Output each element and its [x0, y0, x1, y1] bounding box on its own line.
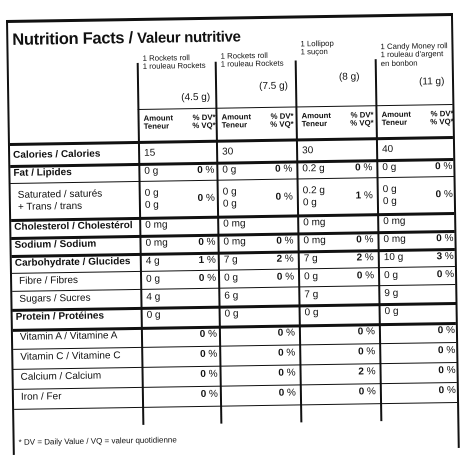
serving-size: 1 Lollipop 1 suçon — [300, 38, 334, 57]
row-percent: 0 % — [355, 162, 373, 174]
row-value: 0 g — [146, 273, 161, 285]
row-value-secondary: 0 g — [382, 195, 397, 208]
row-value: 0 mg — [223, 236, 246, 248]
percent-number: 0 — [278, 387, 285, 399]
nutrition-facts-label — [6, 13, 460, 455]
row-value: 0 mg — [303, 217, 326, 229]
row-value: 0 g — [144, 165, 159, 177]
row-value: 4 g — [145, 255, 160, 267]
row-value: 0 g — [146, 309, 161, 321]
row-percent: 0 % — [438, 364, 456, 377]
row-value: 15 — [144, 147, 156, 159]
amount-header: Amount Teneur — [381, 109, 412, 128]
percent-number: 0 — [355, 162, 361, 174]
row-value: 0 g — [303, 271, 319, 283]
row-value: 9 g — [384, 287, 399, 300]
footnote: * DV = Daily Value / VQ = valeur quotidienne — [18, 435, 177, 447]
row-value: 10 g — [383, 251, 404, 264]
row-value: 0 g — [384, 305, 399, 318]
row-percent: 0 % — [436, 232, 454, 245]
row-percent: 0 % — [437, 344, 456, 357]
row-percent: 0 % — [200, 368, 218, 380]
percent-number: 0 — [438, 365, 444, 377]
percent-number: 0 — [200, 388, 207, 400]
dv-header: % DV* % VQ* — [430, 108, 454, 127]
row-percent: 0 % — [275, 191, 293, 203]
percent-number: 0 — [436, 233, 442, 245]
row-value-secondary: 0 g — [302, 197, 317, 209]
row-value: 30 — [222, 146, 234, 158]
row-percent: 0 % — [358, 386, 376, 398]
row-percent: 0 % — [197, 164, 215, 177]
percent-number: 0 — [358, 386, 365, 398]
percent-number: 0 — [198, 236, 204, 249]
row-percent: 0 % — [357, 326, 376, 338]
percent-number: 1 — [198, 254, 205, 267]
row-rule — [14, 402, 457, 410]
serving-size: 1 Rockets roll 1 rouleau Rockets — [220, 50, 284, 70]
row-value: 0 g — [144, 187, 159, 199]
percent-number: 0 — [276, 271, 283, 283]
percent-number: 0 — [437, 325, 444, 337]
row-label: Vitamin A / Vitamine A — [19, 330, 118, 343]
percent-number: 0 — [275, 191, 282, 203]
row-value: 0 g — [382, 183, 397, 196]
percent-number: 0 — [357, 346, 364, 358]
row-value: 7 g — [304, 289, 319, 301]
row-rule — [13, 362, 456, 370]
row-label: Sugars / Sucres — [19, 292, 91, 305]
row-value-secondary: 0 g — [144, 199, 159, 211]
row-value: 0 g — [383, 269, 399, 282]
percent-number: 2 — [358, 366, 364, 378]
amount-header: Amount Teneur — [221, 112, 252, 130]
row-percent: 0 % — [438, 384, 456, 397]
row-value: 0 mg — [383, 233, 406, 246]
row-percent: 0 % — [278, 387, 296, 399]
row-value: 0 mg — [383, 215, 406, 228]
percent-number: 2 — [356, 252, 363, 264]
percent-number: 0 — [197, 164, 203, 177]
percent-number: 2 — [276, 253, 283, 265]
row-percent: 0 % — [277, 347, 296, 359]
percent-number: 0 — [197, 192, 204, 205]
row-percent: 0 % — [357, 346, 376, 358]
row-value: 7 g — [303, 253, 318, 265]
row-percent: 0 % — [276, 271, 295, 283]
row-label: Sodium / Sodium — [14, 238, 97, 251]
row-value: 0 g — [223, 272, 239, 284]
serving-grams: (7.5 g) — [258, 80, 289, 93]
row-label: Protein / Protéines — [15, 310, 105, 323]
row-percent: 0 % — [200, 388, 218, 400]
percent-number: 0 — [277, 347, 284, 359]
row-value: 0 g — [382, 161, 397, 174]
row-percent: 0 % — [197, 192, 215, 205]
row-percent: 0 % — [275, 163, 293, 175]
percent-number: 0 — [356, 270, 363, 282]
row-value: 0 mg — [223, 218, 246, 230]
row-value: 0.2 g — [302, 163, 325, 175]
percent-number: 0 — [200, 368, 207, 380]
percent-number: 0 — [277, 327, 284, 339]
percent-number: 0 — [437, 345, 444, 357]
row-percent: 0 % — [356, 270, 375, 282]
row-rule — [13, 342, 456, 350]
row-value-secondary: 0 g — [222, 198, 237, 210]
dv-header: % DV* % VQ* — [192, 112, 216, 131]
title-fr: Valeur nutritive — [136, 28, 241, 47]
row-percent: 0 % — [199, 348, 218, 360]
row-percent: 0 % — [356, 234, 374, 246]
row-value: 30 — [302, 145, 314, 157]
serving-size: 1 Candy Money roll 1 rouleau d'argent en bonbon — [380, 41, 448, 68]
percent-number: 0 — [275, 163, 281, 175]
row-percent: 3 % — [436, 250, 454, 263]
row-percent: 0 % — [435, 161, 453, 173]
row-value: 6 g — [224, 290, 239, 302]
dv-header: % DV* % VQ* — [270, 111, 294, 130]
amount-header: Amount Teneur — [143, 113, 174, 132]
row-label: Iron / Fer — [20, 391, 62, 403]
row-label: Vitamin C / Vitamine C — [20, 350, 121, 363]
row-percent: 0 % — [198, 272, 217, 285]
row-value: 0 mg — [145, 219, 168, 231]
row-percent: 0 % — [437, 324, 456, 337]
percent-number: 3 — [436, 251, 443, 263]
title-en: Nutrition Facts — [12, 29, 125, 49]
percent-number: 0 — [438, 385, 445, 397]
row-percent: 0 % — [278, 367, 296, 379]
row-label: Saturated / saturés + Trans / trans — [17, 188, 103, 213]
percent-number: 0 — [356, 234, 362, 246]
percent-number: 0 — [435, 189, 442, 201]
percent-number: 0 — [435, 161, 441, 173]
row-percent: 0 % — [435, 189, 453, 201]
percent-number: 0 — [198, 272, 205, 285]
row-value: 0 g — [224, 308, 239, 320]
row-label: Fibre / Fibres — [19, 274, 79, 287]
row-value: 0.2 g — [302, 185, 326, 197]
row-percent: 0 % — [277, 327, 296, 339]
amount-header: Amount Teneur — [301, 110, 332, 129]
row-label: Fat / Lipides — [13, 166, 72, 179]
serving-grams: (11 g) — [418, 76, 445, 88]
row-value: 7 g — [223, 254, 238, 266]
row-percent: 2 % — [358, 366, 376, 378]
percent-number: 0 — [199, 328, 206, 340]
percent-number: 0 — [357, 326, 364, 338]
row-percent: 0 % — [276, 235, 294, 247]
row-value: 40 — [381, 143, 394, 156]
serving-grams: (8 g) — [338, 71, 360, 83]
row-value: 0 g — [304, 307, 319, 319]
percent-number: 0 — [278, 367, 284, 379]
row-label: Carbohydrate / Glucides — [14, 256, 131, 269]
row-value: 4 g — [146, 291, 161, 303]
serving-grams: (4.5 g) — [181, 91, 211, 104]
percent-number: 0 — [276, 235, 282, 247]
row-percent: 0 % — [199, 328, 218, 340]
row-label: Cholesterol / Cholestérol — [14, 220, 133, 233]
percent-number: 0 — [436, 269, 443, 281]
label-title: Nutrition Facts / Valeur nutritive — [12, 28, 241, 49]
row-value: 0 g — [222, 164, 237, 176]
row-percent: 1 % — [355, 190, 373, 202]
row-value: 0 g — [222, 186, 237, 198]
row-label: Calories / Calories — [13, 148, 101, 161]
row-percent: 2 % — [276, 253, 294, 265]
row-value: 0 mg — [303, 235, 326, 247]
percent-number: 1 — [355, 190, 362, 202]
row-value: 0 mg — [145, 237, 168, 249]
row-percent: 0 % — [436, 268, 455, 281]
row-percent: 0 % — [198, 236, 216, 249]
row-rule — [11, 176, 454, 184]
row-percent: 1 % — [198, 254, 216, 267]
percent-number: 0 — [199, 348, 206, 360]
dv-header: % DV* % VQ* — [350, 110, 374, 128]
serving-size: 1 Rockets roll 1 rouleau Rockets — [142, 53, 206, 72]
row-label: Calcium / Calcium — [20, 370, 102, 383]
row-percent: 2 % — [356, 252, 374, 264]
row-rule — [14, 382, 457, 390]
